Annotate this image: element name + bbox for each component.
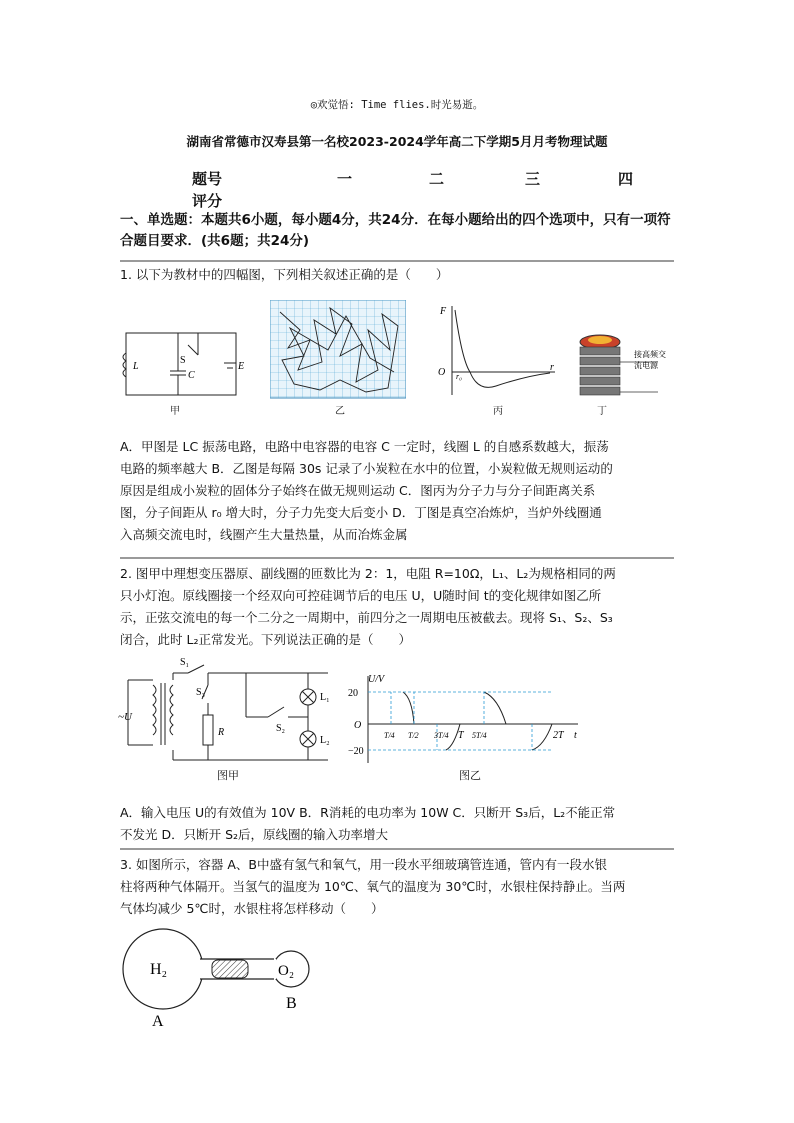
- question-1-stem: 1. 以下为教材中的四幅图，下列相关叙述正确的是（ ）: [120, 267, 449, 282]
- fig-jia-C: C: [188, 370, 195, 381]
- score-col-3: 三: [525, 170, 541, 188]
- fig-label-bing: 丙: [493, 406, 503, 417]
- fig2b-ylabel: U/V: [368, 674, 385, 685]
- fig3-B: B: [286, 995, 297, 1012]
- q1-figure-yi: [270, 300, 406, 400]
- score-row-label: 评分: [192, 192, 223, 210]
- fig2b-t: t: [574, 730, 577, 741]
- q3-stem-line: 气体均减少 5℃时，水银柱将怎样移动（ ）: [120, 901, 384, 916]
- fig-bing-r0: r₀: [456, 372, 462, 381]
- section-heading: 一、单选题：本题共6小题，每小题4分，共24分．在每小题给出的四个选项中，只有一项符合题目要求．(共6题；共24分): [120, 212, 671, 249]
- fig-jia-S: S: [180, 355, 186, 366]
- q2-figure-yi: [348, 668, 588, 766]
- fig-ding-source-2: 流电源: [634, 361, 658, 370]
- question-1-options: [120, 436, 676, 546]
- fig-bing-O: O: [438, 367, 446, 378]
- fig2-L1: L₁: [320, 692, 330, 703]
- q2-stem-line: 示，正弦交流电的每一个二分之一周期中，前四分之一周期电压被截去。现将 S₁、S₂、S₃: [120, 610, 613, 625]
- fig2b-2T: 2T: [553, 730, 564, 741]
- score-table-header: [192, 168, 642, 190]
- score-col-1: 一: [337, 170, 353, 188]
- fig3-O2: O₂: [278, 963, 295, 979]
- fig2b-t3: 3T/4: [434, 731, 449, 740]
- fig-bing-F: F: [440, 306, 447, 317]
- fig2b-y20: 20: [348, 688, 358, 699]
- q3-stem-line: 3. 如图所示，容器 A、B中盛有氢气和氧气，用一段水平细玻璃管连通，管内有一段水银: [120, 857, 608, 872]
- q1-option-line: 入高频交流电时，线圈产生大量热量，从而冶炼金属: [120, 527, 408, 542]
- score-col-4: 四: [618, 170, 634, 188]
- fig2-U: ~U: [118, 711, 132, 723]
- q1-option-line: 电路的频率越大 B．乙图是每隔 30s 记录了小炭粒在水中的位置，小炭粒做无规则运动的: [120, 461, 613, 476]
- fig2b-t4: 5T/4: [472, 731, 487, 740]
- question-2-options: [120, 802, 676, 846]
- question-2-stem: [120, 563, 676, 651]
- question-3-stem: [120, 854, 676, 920]
- fig-label-yi: 乙: [335, 406, 345, 417]
- divider: [120, 848, 674, 850]
- q2-stem-line: 2. 图甲中理想变压器原、副线圈的匝数比为 2：1，电阻 R=10Ω，L₁、L₂为规格相同的两: [120, 566, 616, 581]
- header-motto: ◎欢觉悟: Time flies.时光易逝。: [310, 99, 484, 111]
- fig3-H2: H₂: [150, 961, 168, 978]
- fig2-S2: S₂: [276, 723, 286, 734]
- fig-label-2-yi: 图乙: [459, 770, 481, 782]
- fig2-R: R: [218, 727, 225, 738]
- fig-bing-r: r: [550, 362, 554, 373]
- fig2-S3: S₃: [196, 687, 206, 698]
- fig-jia-E: E: [238, 361, 245, 372]
- q1-option-line: 原因是组成小炭粒的固体分子始终在做无规则运动 C．图丙为分子力与分子间距离关系: [120, 483, 596, 498]
- q2-stem-line: 只小灯泡。原线圈接一个经双向可控硅调节后的电压 U，U随时间 t的变化规律如图乙所: [120, 588, 602, 603]
- fig2b-yneg: −20: [348, 746, 364, 757]
- paper-title: 湖南省常德市汉寿县第一名校2023-2024学年高二下学期5月月考物理试题: [186, 134, 608, 149]
- fig3-A: A: [152, 1013, 164, 1030]
- fig-label-2-jia: 图甲: [217, 770, 239, 782]
- q2-stem-line: 闭合，此时 L₂正常发光。下列说法正确的是（ ）: [120, 632, 411, 647]
- q3-figure: [118, 926, 318, 1031]
- q3-stem-line: 柱将两种气体隔开。当氢气的温度为 10℃、氧气的温度为 30℃时，水银柱保持静止。当两: [120, 879, 626, 894]
- score-table-label: 题号: [192, 170, 223, 188]
- fig2-L2: L₂: [320, 735, 330, 746]
- divider: [120, 557, 674, 559]
- fig2b-t2: T/2: [408, 731, 419, 740]
- fig2b-t1: T/4: [384, 731, 395, 740]
- q2-option-line: A．输入电压 U的有效值为 10V B．R消耗的电功率为 10W C．只断开 S₃后，L₂不能正常: [120, 805, 616, 820]
- fig2-S1: S₁: [180, 657, 190, 668]
- q1-option-line: 图，分子间距从 r₀ 增大时，分子力先变大后变小 D．丁图是真空冶炼炉，当炉外线圈通: [120, 505, 602, 520]
- fig-label-ding: 丁: [597, 406, 607, 417]
- fig2b-origin: O: [354, 720, 362, 731]
- q1-figure-bing: [430, 300, 560, 400]
- q1-figure-jia: [118, 325, 248, 405]
- fig-ding-source-1: 接高频交: [634, 350, 666, 359]
- q2-figure-jia: [118, 655, 338, 765]
- q1-option-line: A．甲图是 LC 振荡电路，电路中电容器的电容 C 一定时，线圈 L 的自感系数越大，振荡: [120, 439, 609, 454]
- q1-figure-ding: [572, 330, 680, 400]
- q2-option-line: 不发光 D．只断开 S₂后，原线圈的输入功率增大: [120, 827, 389, 842]
- score-col-2: 二: [429, 170, 445, 188]
- fig-label-jia: 甲: [170, 406, 180, 417]
- divider: [120, 260, 674, 262]
- fig-jia-L: L: [133, 361, 139, 372]
- fig2b-T: T: [458, 730, 464, 741]
